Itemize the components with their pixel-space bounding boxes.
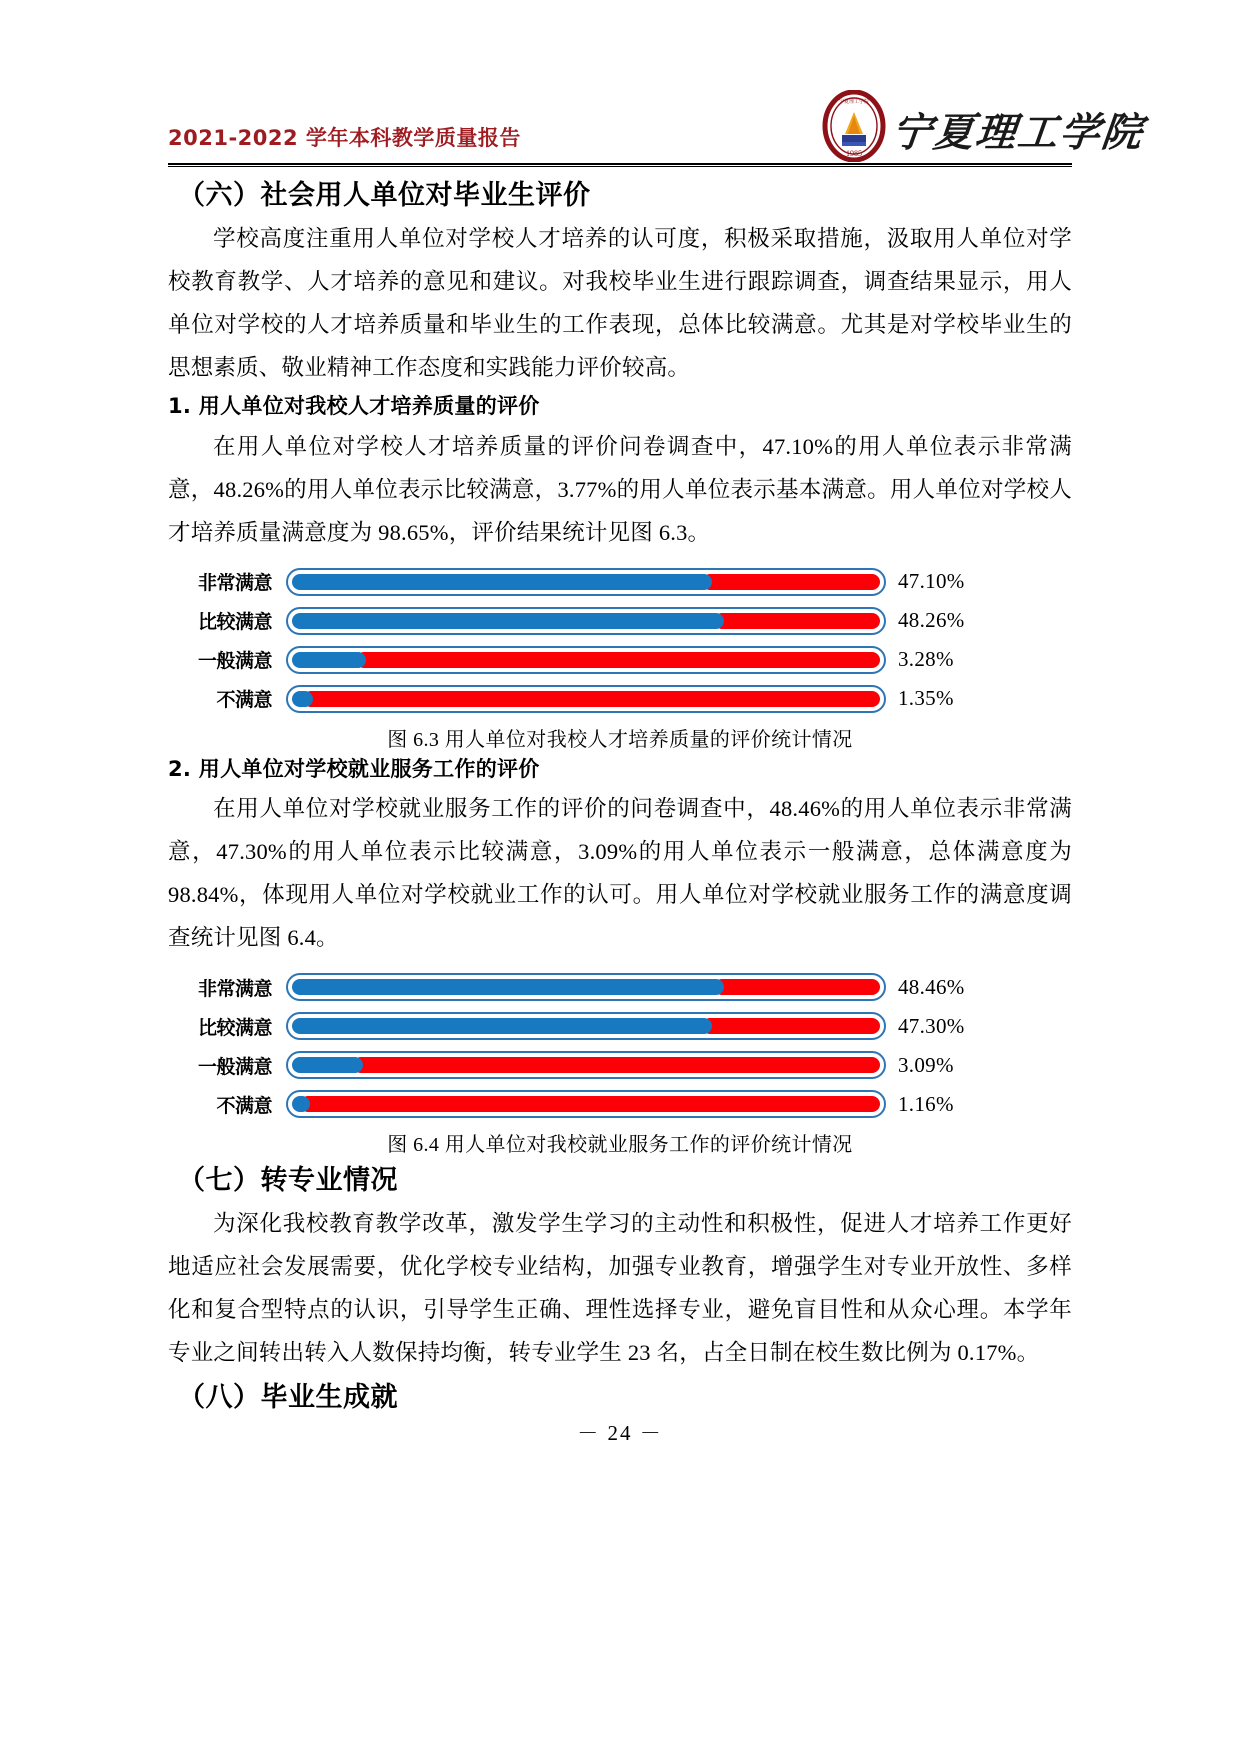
bar-track	[286, 685, 886, 713]
figure-caption-6-4: 图 6.4 用人单位对我校就业服务工作的评价统计情况	[387, 1134, 853, 1157]
bar-fill-group	[292, 652, 880, 668]
bar-category-label: 比较满意	[197, 611, 272, 634]
bar-segment-blue	[292, 574, 712, 590]
bar-segment-blue	[292, 691, 313, 707]
chart-figure-6-4	[168, 969, 1072, 1122]
bar-segment-red	[714, 979, 880, 995]
bar-category-label: 不满意	[216, 1094, 272, 1117]
bar-segment-blue	[292, 1057, 363, 1073]
bar-row	[178, 564, 1072, 600]
bar-segment-red	[702, 574, 880, 590]
bar-segment-blue	[292, 979, 724, 995]
bar-value-label: 1.35%	[898, 686, 954, 711]
bar-row	[178, 681, 1072, 717]
bar-fill-group	[292, 979, 880, 995]
header-title: 2021-2022 学年本科教学质量报告	[168, 126, 521, 150]
subsection-heading-2: 2. 用人单位对学校就业服务工作的评价	[168, 756, 540, 781]
university-name-calligraphy: 宁夏理工学院	[889, 110, 1147, 155]
bar-segment-blue	[292, 1018, 712, 1034]
bar-track	[286, 1012, 886, 1040]
bar-value-label: 48.46%	[898, 974, 965, 999]
bar-row	[178, 969, 1072, 1005]
bar-fill-group	[292, 613, 880, 629]
bar-value-label: 48.26%	[898, 608, 965, 633]
bar-row	[178, 642, 1072, 678]
bar-track	[286, 973, 886, 1001]
bar-category-label: 一般满意	[197, 1055, 272, 1078]
bar-row	[178, 603, 1072, 639]
bar-category-label: 非常满意	[197, 572, 272, 595]
section-heading-six: （六）社会用人单位对毕业生评价	[178, 180, 591, 211]
bar-category-label: 一般满意	[197, 650, 272, 673]
university-logo	[822, 88, 1147, 164]
bar-value-label: 3.28%	[898, 647, 954, 672]
bar-value-label: 47.10%	[898, 569, 965, 594]
bar-track	[286, 607, 886, 635]
bar-segment-red	[702, 1018, 880, 1034]
bar-segment-red	[300, 1096, 880, 1112]
bar-category-label: 比较满意	[197, 1016, 272, 1039]
bar-track	[286, 1051, 886, 1079]
bar-value-label: 3.09%	[898, 1052, 954, 1077]
bar-segment-blue	[292, 652, 366, 668]
section-seven-paragraph: 为深化我校教育教学改革，激发学生学习的主动性和积极性，促进人才培养工作更好地适应社会发展需要，优化学校专业结构，加强专业教育，增强学生对专业开放性、多样化和复合型特点的认识，引导学生正确、理性选择专业，避免盲目性和从众心理。本学年专业之间转出转入人数保持均衡，转专业学生 23 名，占全日制在校生数比例为 0.17%。	[168, 1211, 1072, 1366]
page-footer	[0, 1417, 1240, 1447]
bar-track	[286, 568, 886, 596]
subsection-2-paragraph: 在用人单位对学校就业服务工作的评价的问卷调查中，48.46%的用人单位表示非常满意，47.30%的用人单位表示比较满意，3.09%的用人单位表示一般满意，总体满意度为 98.84%，体现用人单位对学校就业工作的认可。用人单位对学校就业服务工作的满意度调查统计见图 6.4。	[168, 796, 1072, 951]
subsection-1-paragraph: 在用人单位对学校人才培养质量的评价问卷调查中，47.10%的用人单位表示非常满意，48.26%的用人单位表示比较满意，3.77%的用人单位表示基本满意。用人单位对学校人才培养质量满意度为 98.65%，评价结果统计见图 6.3。	[168, 433, 1072, 545]
bar-segment-red	[303, 691, 880, 707]
figure-caption-6-3: 图 6.3 用人单位对我校人才培养质量的评价统计情况	[387, 728, 853, 751]
bar-segment-blue	[292, 1096, 310, 1112]
bar-segment-red	[356, 652, 881, 668]
section-six-intro-paragraph: 学校高度注重用人单位对学校人才培养的认可度，积极采取措施，汲取用人单位对学校教育教学、人才培养的意见和建议。对我校毕业生进行跟踪调查，调查结果显示，用人单位对学校的人才培养质量和毕业生的工作表现，总体比较满意。尤其是对学校毕业生的思想素质、敬业精神工作态度和实践能力评价较高。	[168, 226, 1072, 381]
bar-segment-blue	[292, 613, 724, 629]
page-content	[168, 172, 1072, 1419]
bar-category-label: 非常满意	[197, 977, 272, 1000]
svg-text:1985: 1985	[846, 149, 862, 158]
bar-segment-red	[353, 1057, 880, 1073]
section-heading-seven: （七）转专业情况	[178, 1165, 398, 1197]
bar-fill-group	[292, 574, 880, 590]
bar-fill-group	[292, 1018, 880, 1034]
bar-value-label: 47.30%	[898, 1013, 965, 1038]
bar-fill-group	[292, 1096, 880, 1112]
page-number: － 24 －	[577, 1421, 663, 1445]
section-heading-eight: （八）毕业生成就	[178, 1382, 398, 1414]
bar-value-label: 1.16%	[898, 1091, 954, 1116]
bar-category-label: 不满意	[216, 689, 272, 712]
header-divider	[168, 163, 1072, 167]
bar-segment-red	[714, 613, 880, 629]
bar-fill-group	[292, 691, 880, 707]
chart-figure-6-3	[168, 564, 1072, 717]
subsection-heading-1: 1. 用人单位对我校人才培养质量的评价	[168, 394, 540, 419]
university-seal-icon	[822, 90, 886, 162]
bar-track	[286, 1090, 886, 1118]
bar-row	[178, 1086, 1072, 1122]
page-header	[168, 88, 1147, 160]
bar-row	[178, 1047, 1072, 1083]
bar-track	[286, 646, 886, 674]
bar-row	[178, 1008, 1072, 1044]
bar-fill-group	[292, 1057, 880, 1073]
svg-text:宁夏理工学院: 宁夏理工学院	[838, 99, 870, 105]
